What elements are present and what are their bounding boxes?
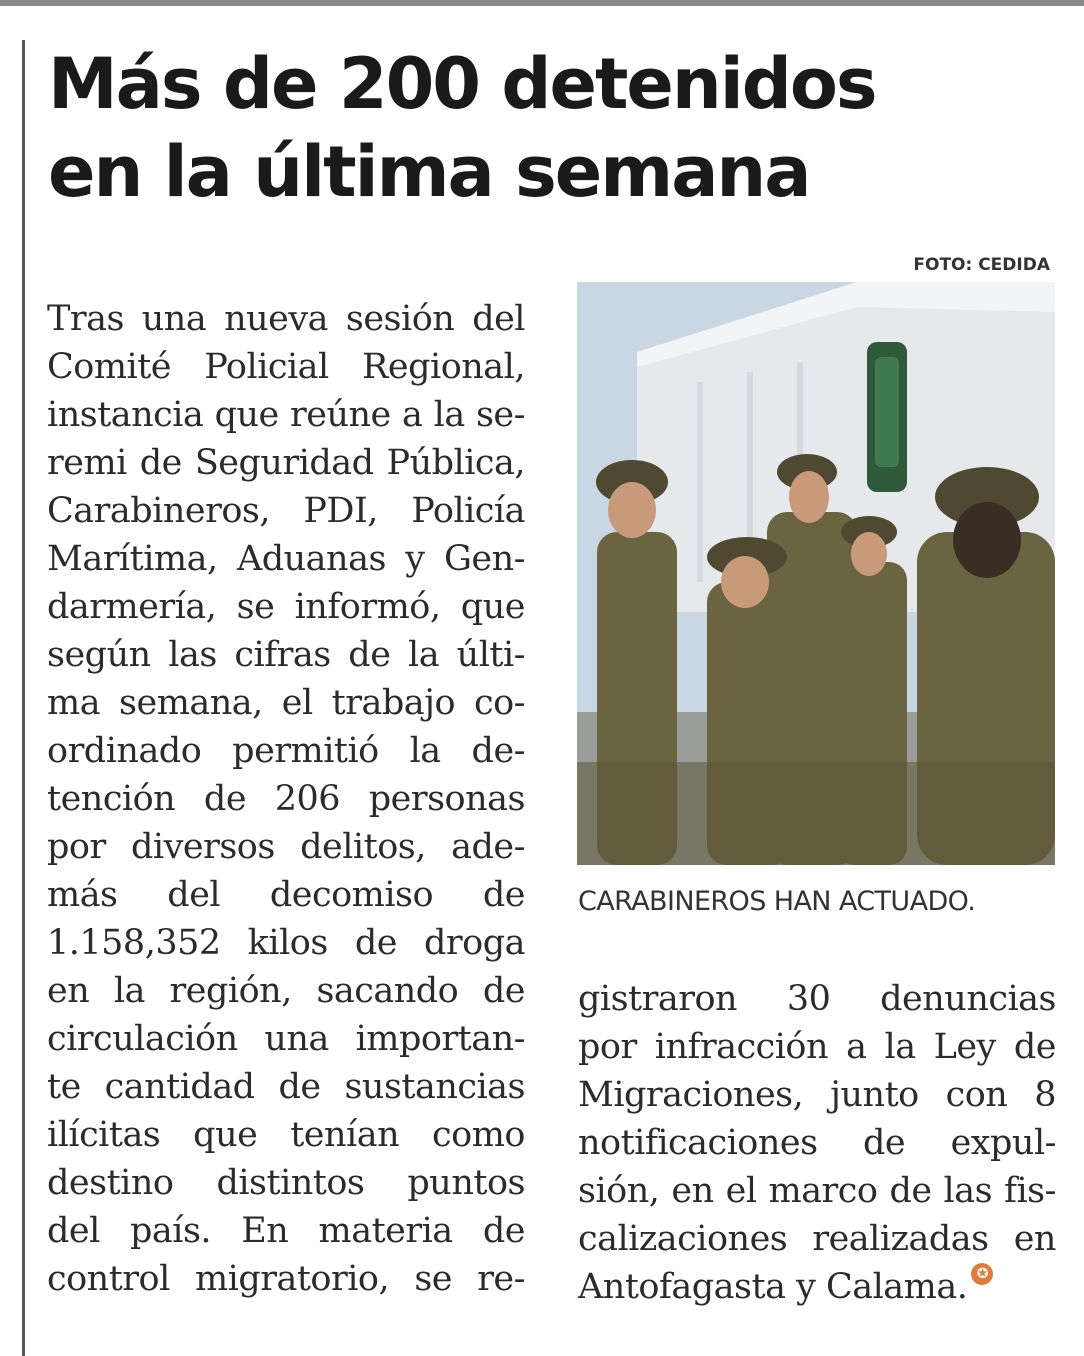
word: del: [47, 1211, 100, 1251]
word: personas: [368, 779, 525, 819]
word: de: [203, 779, 247, 819]
word: de: [482, 971, 525, 1011]
article-line: [47, 871, 525, 919]
word: últi-: [456, 635, 525, 675]
word: sustancias: [344, 1067, 525, 1107]
word: realizadas: [812, 1219, 989, 1259]
word: Pública,: [386, 443, 525, 483]
photo-caption: CARABINEROS HAN ACTUADO.: [578, 886, 976, 917]
article-line: [47, 1207, 525, 1255]
carabineros-photo-illustration: [577, 282, 1055, 865]
word: destino: [47, 1163, 174, 1203]
article-line: [578, 1023, 1056, 1071]
word: se: [414, 1259, 452, 1299]
headline: [48, 40, 1058, 216]
word: nueva: [224, 299, 329, 339]
word: como: [432, 1115, 525, 1155]
word: el: [725, 1171, 757, 1211]
word: calizaciones: [578, 1219, 788, 1259]
article-line: [578, 1071, 1056, 1119]
word: la: [408, 635, 440, 675]
word: sesión: [345, 299, 455, 339]
word: informó,: [294, 587, 441, 627]
word: de: [863, 1123, 906, 1163]
word: diversos: [131, 827, 275, 867]
word: gistraron: [578, 979, 738, 1019]
word: la: [409, 731, 441, 771]
word: Aduanas: [236, 539, 386, 579]
word: kilos: [247, 923, 328, 963]
word: Regional,: [362, 347, 525, 387]
article-line: Antofagasta y Calama.: [578, 1267, 968, 1307]
word: En: [241, 1211, 289, 1251]
article-line: [47, 967, 525, 1015]
article-line: [47, 535, 525, 583]
word: de: [278, 1067, 321, 1107]
word: que: [193, 1115, 258, 1155]
word: materia: [318, 1211, 453, 1251]
article-line: [47, 1063, 525, 1111]
word: de: [889, 1171, 932, 1211]
word: Policial: [204, 347, 329, 387]
article-line: [47, 583, 525, 631]
word: importan-: [355, 1019, 525, 1059]
word: ordinado: [47, 731, 202, 771]
word: co-: [473, 683, 525, 723]
word: Tras: [47, 299, 124, 339]
word: en: [1013, 1219, 1056, 1259]
article-line: [47, 1255, 525, 1303]
word: 1.158,352: [47, 923, 221, 963]
word: 8: [1034, 1075, 1056, 1115]
word: droga: [424, 923, 525, 963]
word: del: [472, 299, 525, 339]
word: más: [47, 875, 118, 915]
word: se: [236, 587, 275, 627]
word: país.: [130, 1211, 212, 1251]
article-line: [47, 823, 525, 871]
word: distintos: [216, 1163, 365, 1203]
word: por: [47, 827, 106, 867]
article-line: [47, 487, 525, 535]
word: una: [264, 1019, 329, 1059]
word: darmería,: [47, 587, 217, 627]
word: de: [139, 443, 182, 483]
article-line: [47, 775, 525, 823]
word: de: [348, 635, 391, 675]
word: con: [945, 1075, 1008, 1115]
word: y: [405, 539, 425, 579]
word: te: [47, 1067, 81, 1107]
word: en: [47, 971, 90, 1011]
article-line: [47, 295, 525, 343]
word: las: [943, 1171, 993, 1211]
word: control: [47, 1259, 170, 1299]
word: la: [884, 1027, 916, 1067]
word: decomiso: [269, 875, 434, 915]
word: notificaciones: [578, 1123, 818, 1163]
article-line: [47, 1111, 525, 1159]
word: ma: [47, 683, 101, 723]
word: región,: [169, 971, 292, 1011]
article-line: [47, 1159, 525, 1207]
article-line: [578, 975, 1056, 1023]
article-line: [47, 391, 525, 439]
word: denuncias: [880, 979, 1056, 1019]
word: a: [402, 395, 423, 435]
word: que: [460, 587, 525, 627]
word: el: [281, 683, 313, 723]
word: Comité: [47, 347, 172, 387]
word: re-: [477, 1259, 525, 1299]
word: cantidad: [104, 1067, 255, 1107]
word: semana,: [119, 683, 263, 723]
word: ade-: [451, 827, 525, 867]
word: 30: [786, 979, 831, 1019]
article-line: [47, 439, 525, 487]
word: de: [1013, 1027, 1056, 1067]
word: de: [482, 1211, 525, 1251]
word: trabajo: [331, 683, 456, 723]
column-rule: [22, 40, 25, 1356]
headline-line-1: Más de 200 detenidos: [48, 43, 876, 125]
word: expul-: [950, 1123, 1056, 1163]
article-body-left: [47, 295, 525, 1303]
article-line: [47, 631, 525, 679]
headline-line-2: en la última semana: [48, 131, 810, 213]
word: marco: [768, 1171, 878, 1211]
word: una: [141, 299, 207, 339]
word: 206: [274, 779, 341, 819]
word: instancia: [47, 395, 204, 435]
word: Ley: [933, 1027, 996, 1067]
article-line: [47, 679, 525, 727]
top-rule: [0, 0, 1084, 6]
word: de: [354, 923, 397, 963]
word: ilícitas: [47, 1115, 161, 1155]
word: según: [47, 635, 151, 675]
article-last-line: [578, 1263, 1056, 1311]
article-line: [578, 1215, 1056, 1263]
word: a: [846, 1027, 867, 1067]
word: la: [433, 395, 465, 435]
word: de-: [471, 731, 525, 771]
photo-credit: FOTO: CEDIDA: [913, 255, 1050, 275]
end-of-article-icon: ✪: [971, 1263, 993, 1285]
word: fis-: [1004, 1171, 1056, 1211]
word: de: [482, 875, 525, 915]
word: PDI,: [303, 491, 378, 531]
word: del: [167, 875, 221, 915]
word: puntos: [407, 1163, 525, 1203]
article-line: [47, 1015, 525, 1063]
article-line: [47, 727, 525, 775]
word: reúne: [290, 395, 391, 435]
word: remi: [47, 443, 127, 483]
word: Migraciones,: [578, 1075, 804, 1115]
word: que: [214, 395, 279, 435]
word: cifras: [234, 635, 331, 675]
word: infracción: [654, 1027, 829, 1067]
article-line: [578, 1119, 1056, 1167]
word: migratorio,: [194, 1259, 390, 1299]
word: delitos,: [300, 827, 426, 867]
word: en: [671, 1171, 714, 1211]
word: se-: [475, 395, 525, 435]
word: tenían: [290, 1115, 400, 1155]
word: la: [113, 971, 145, 1011]
article-photo: [577, 282, 1055, 865]
word: Policía: [411, 491, 525, 531]
word: permitió: [232, 731, 379, 771]
word: sacando: [316, 971, 459, 1011]
word: junto: [830, 1075, 919, 1115]
word: Marítima,: [47, 539, 218, 579]
word: circulación: [47, 1019, 238, 1059]
word: Gen-: [443, 539, 525, 579]
word: las: [168, 635, 217, 675]
article-line: [47, 919, 525, 967]
article-line: [47, 343, 525, 391]
word: Seguridad: [194, 443, 374, 483]
article-body-right: [578, 975, 1056, 1311]
word: tención: [47, 779, 176, 819]
article-line: [578, 1167, 1056, 1215]
word: sión,: [578, 1171, 660, 1211]
word: por: [578, 1027, 637, 1067]
word: Carabineros,: [47, 491, 270, 531]
